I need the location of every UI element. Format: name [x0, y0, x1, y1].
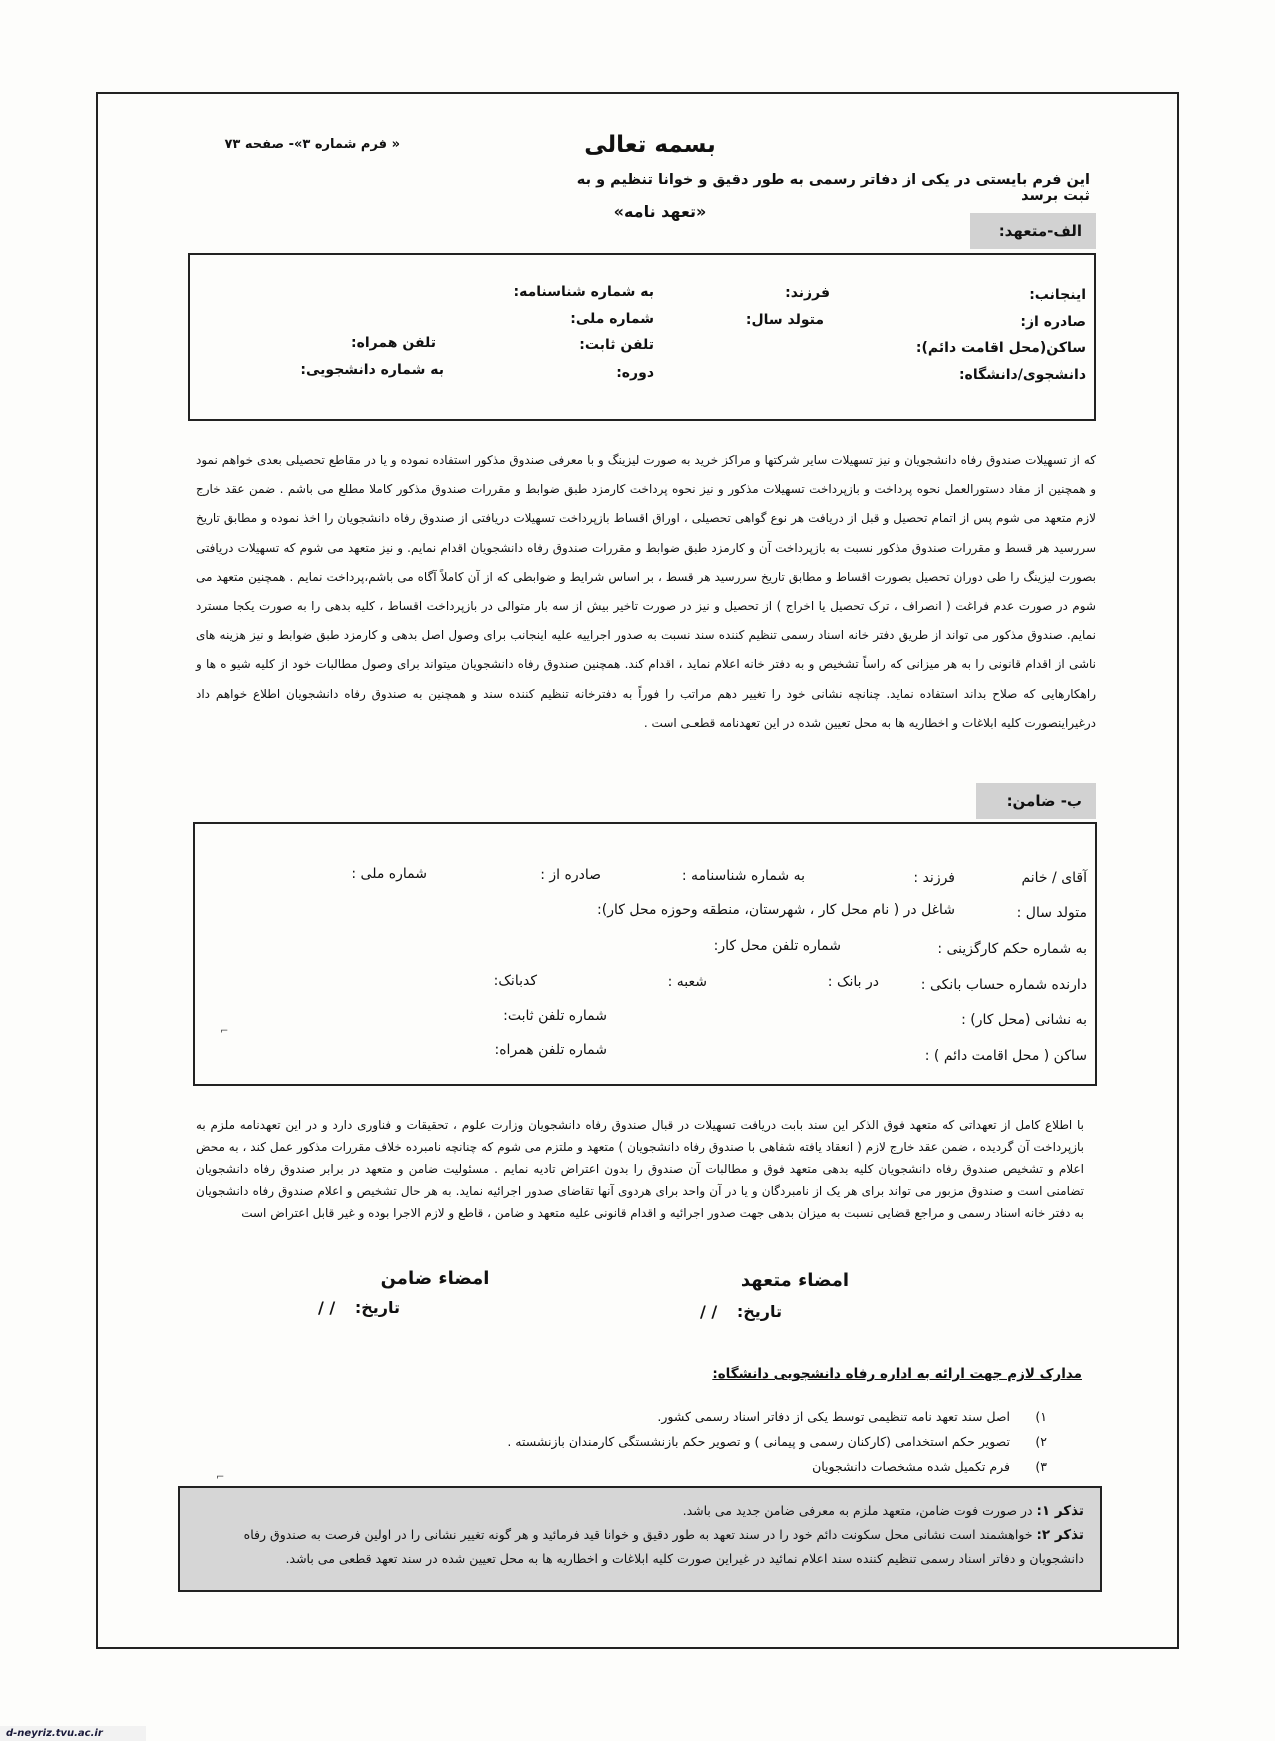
note-1-label: تذکر ۱: [1036, 1503, 1084, 1519]
guarantor-signature-date [318, 1298, 400, 1317]
section-a-heading: الف-متعهد: [970, 213, 1096, 249]
birth-year-label: متولد سال: [745, 312, 824, 328]
document-item-text: اصل سند تعهد نامه تنظیمی توسط یکی از دفاتر اسناد رسمی کشور. [657, 1409, 1010, 1424]
note-1 [192, 1499, 1084, 1523]
mobile-label: تلفن همراه: [351, 335, 436, 351]
guarantor-date-label: تاریخ: [354, 1298, 401, 1317]
form-number: « فرم شماره ۳»- صفحه ۷۳ [224, 137, 400, 152]
name-label: اینجانب: [1029, 287, 1086, 303]
section-b-heading: ب- ضامن: [976, 783, 1096, 819]
scan-mark: ⌐ [220, 1026, 229, 1037]
work-address-label: به نشانی (محل کار) : [961, 1012, 1087, 1028]
obligor-date-label: تاریخ: [736, 1302, 783, 1321]
obligor-signature-date [700, 1302, 782, 1321]
obligor-commitment-text: که از تسهیلات صندوق رفاه دانشجویان و نیز تسهیلات سایر شرکتها و مراکز خرید به صورت لیزینگ و با معرفی صندوق مذکور استفاده نموده و یا در مقاطع تحصیلی بعدی خواهم نمود و همچنین از مفاد دستورالعمل نحوه پرداخت و بازپرداخت تسهیلات مذکور و نیز نحوه پرداخت کارمزد طبق ضوابط و مقررات صندوق مذکور کاملا مطلع می باشم . ضمن عقد خارج لازم متعهد می شوم پس از اتمام تحصیل و قبل از دریافت هر نوع گواهی تحصیلی ، اوراق اقساط بازپرداخت تسهیلات دریافتی از صندوق رفاه دانشجویان را اخذ نموده و مطابق تاریخ سررسید هر قسط و مقررات صندوق مذکور نسبت به بازپرداخت آن و کارمزد طبق ضوابط و مقررات صندوق رفاه دانشجویان اقدام نمایم. و نیز متعهد می شوم که تسهیلات دریافتی بصورت لیزینگ را طی دوران تحصیل بصورت اقساط و مطابق تاریخ سررسید هر قسط ، بر اساس شرایط و ضوابطی که از آن کاملاً آگاه می باشم،پرداخت نمایم . همچنین متعهد می شوم در صورت عدم فراغت ( انصراف ، ترک تحصیل یا اخراج ) از تحصیل و نیز در صورت تاخیر بیش از سه بار متوالی در بازپرداخت اقساط ، کلیه بدهی را به صورت یکجا مسترد نمایم. صندوق مذکور می تواند از طریق دفتر خانه اسناد رسمی تنظیم کننده سند نسبت به صدور اجراییه علیه اینجانب برای وصول اصل بدهی و کارمزد طبق ضوابط و نیز هزینه های ناشی از اقدام قانونی را به هر میزانی که راساً تشخیص و به دفتر خانه اعلام نماید ، اقدام کند. همچنین صندوق رفاه دانشجویان میتواند برای وصول مطالبات خود از کلیه شیو ه ها و راهکارهایی که صلاح بداند استفاده نماید. چنانچه نشانی خود را تغییر دهم مراتب را فوراً به دفترخانه تنظیم کننده سند و همچنین به صندوق رفاه دانشجویان اطلاع خواهم داد درغیراینصورت کلیه ابلاغات و اخطاریه ها به محل تعیین شده در این تعهدنامه قطعـی است . [196, 453, 1096, 730]
issued-from-label: صادره از: [1020, 314, 1086, 330]
hiring-order-label: به شماره حکم کارگزینی : [937, 941, 1087, 957]
instruction-text: این فرم بایستی در یکی از دفاتر رسمی به طور دقیق و خوانا تنظیم و به ثبت برسد [576, 172, 1090, 204]
guarantor-landline-label: شماره تلفن ثابت: [503, 1008, 607, 1024]
bank-account-label: دارنده شماره حساب بانکی : [920, 977, 1087, 993]
guarantor-birth-year-label: متولد سال : [1016, 905, 1087, 921]
student-university-label: دانشجوی/دانشگاه: [958, 367, 1086, 383]
guarantor-mobile-label: شماره تلفن همراه: [494, 1042, 607, 1058]
document-item-number: ۱) [1035, 1409, 1047, 1424]
branch-label: شعبه : [667, 974, 707, 990]
employed-at-label: شاغل در ( نام محل کار ، شهرستان، منطقه وحوزه محل کار): [597, 902, 955, 918]
landline-label: تلفن ثابت: [579, 337, 654, 353]
guarantor-id-number-label: به شماره شناسنامه : [681, 868, 805, 884]
guarantor-issued-from-label: صادره از : [540, 867, 601, 883]
id-number-label: به شماره شناسنامه: [513, 284, 654, 300]
student-number-label: به شماره دانشجویی: [300, 362, 444, 378]
bank-code-label: کدبانک: [493, 973, 537, 989]
document-title: «تعهد نامه» [613, 202, 707, 221]
national-id-label: شماره ملی: [570, 311, 654, 327]
document-item-text: فرم تکمیل شده مشخصات دانشجویان [812, 1459, 1010, 1474]
document-item-number: ۳) [1035, 1459, 1047, 1474]
residence-label: ساکن(محل اقامت دائم): [915, 340, 1086, 356]
note-2-label: تذکر ۲: [1036, 1527, 1084, 1543]
work-phone-label: شماره تلفن محل کار: [713, 938, 841, 954]
course-label: دوره: [616, 365, 654, 381]
scan-mark: ⌐ [216, 1472, 225, 1483]
note-2-text: خواهشمند است نشانی محل سکونت دائم خود را در سند تعهد به طور دقیق و خوانا قید فرمائید و هر گونه تغییر نشانی را در اولین فرصت به صندوق رفاه دانشجویان و دفاتر اسناد رسمی تنظیم کننده سند اعلام نمائید در غیراین صورت کلیه ابلاغات و اخطاریه ها به محل تعیین شده در سند تعهد قطعی می باشد. [243, 1527, 1084, 1566]
child-of-label: فرزند: [785, 285, 830, 301]
document-item-text: تصویر حکم استخدامی (کارکنان رسمی و پیمانی ) و تصویر حکم بازنشستگی کارمندان بازنشسته . [507, 1434, 1010, 1449]
guarantor-commitment-text: با اطلاع کامل از تعهداتی که متعهد فوق الذکر این سند بابت دریافت تسهیلات در قبال صندوق رفاه دانشجویان وزارت علوم ، تحقیقات و فناوری دارد و در این تعهدنامه ملزم به بازپرداخت آن گردیده ، ضمن عقد خارج لازم ( انعقاد یافته شفاهی با صندوق رفاه دانشجویان ) متعهد و ملتزم می شوم که چنانچه نامبرده خلاف مقررات مذکور عمل کند ، به محض اعلام و تشخیص صندوق رفاه دانشجویان کلیه بدهی متعهد فوق و مطالبات آن صندوق را بدون اعتراض تادیه نمایم . مسئولیت ضامن و متعهد در برابر صندوق رفاه دانشجویان تضامنی است و صندوق مزبور می تواند برای هر یک از نامبردگان و یا در آن واحد برای هردوی آنها تقاضای صدور اجرائیه نماید. به هر حال تشخیص و اعلام صندوق رفاه دانشجویان به دفتر خانه اسناد رسمی و مراجع قضایی نسبت به میزان بدهی جهت صدور اجرائیه و اقدام قانونی علیه متعهد و ضامن ، قاطع و لازم الاجرا بوده و غیر قابل اعتراض است [196, 1118, 1084, 1220]
site-watermark[interactable]: d-neyriz.tvu.ac.ir [0, 1726, 146, 1741]
guarantor-residence-label: ساکن ( محل اقامت دائم ) : [924, 1048, 1087, 1064]
guarantor-name-label: آقای / خانم [1021, 870, 1087, 886]
at-bank-label: در بانک : [827, 974, 879, 990]
section-a-box [188, 253, 1096, 421]
guarantor-signature-label: امضاء ضامن [380, 1268, 490, 1289]
note-2 [192, 1523, 1084, 1571]
obligor-signature-label: امضاء متعهد [740, 1270, 850, 1291]
page-title: بسمه تعالی [584, 132, 716, 158]
guarantor-date-blank: / / [318, 1298, 336, 1317]
guarantor-national-id-label: شماره ملی : [351, 866, 427, 882]
document-item-number: ۲) [1035, 1434, 1047, 1449]
note-1-text: در صورت فوت ضامن، متعهد ملزم به معرفی ضامن جدید می باشد. [682, 1503, 1033, 1518]
obligor-date-blank: / / [700, 1302, 718, 1321]
section-b-box [193, 822, 1097, 1086]
required-documents-title: مدارک لازم جهت ارائه به اداره رفاه دانشجویی دانشگاه: [712, 1366, 1082, 1382]
guarantor-child-of-label: فرزند : [913, 870, 955, 886]
